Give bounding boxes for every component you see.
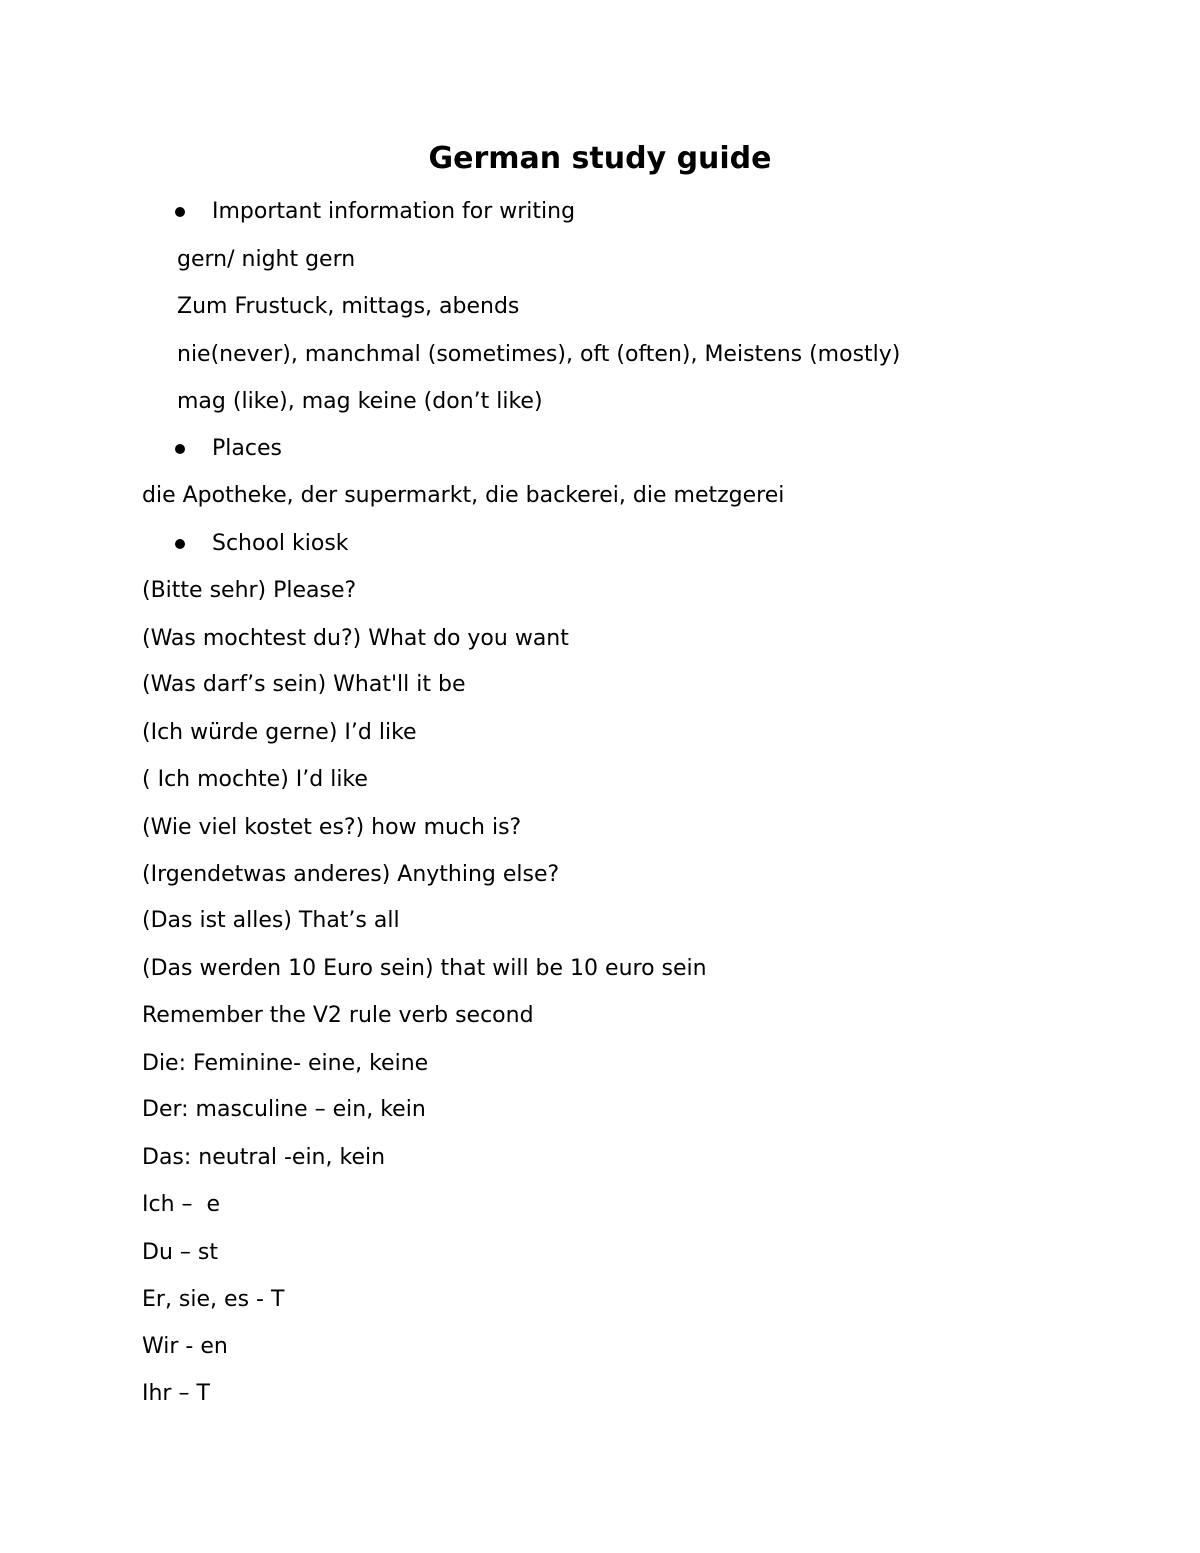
writing-line: gern/ night gern xyxy=(177,247,356,272)
kiosk-line: (Irgendetwas anderes) Anything else? xyxy=(142,862,560,887)
kiosk-line: (Was mochtest du?) What do you want xyxy=(142,626,569,651)
kiosk-line: Das: neutral -ein, kein xyxy=(142,1145,386,1170)
kiosk-line: Die: Feminine- eine, keine xyxy=(142,1051,429,1076)
kiosk-line: Du – st xyxy=(142,1240,218,1265)
kiosk-line: Remember the V2 rule verb second xyxy=(142,1003,534,1028)
section-heading-places: Places xyxy=(212,436,282,461)
kiosk-line: (Bitte sehr) Please? xyxy=(142,578,357,603)
kiosk-line: (Ich würde gerne) I’d like xyxy=(142,720,417,745)
kiosk-line: (Wie viel kostet es?) how much is? xyxy=(142,815,522,840)
kiosk-line: Ihr – T xyxy=(142,1381,210,1406)
bullet-icon xyxy=(175,444,185,454)
kiosk-line: Der: masculine – ein, kein xyxy=(142,1097,426,1122)
kiosk-line: Ich – e xyxy=(142,1192,221,1217)
section-heading-kiosk: School kiosk xyxy=(212,531,349,556)
writing-line: mag (like), mag keine (don’t like) xyxy=(177,389,543,414)
kiosk-line: (Was darf’s sein) What'll it be xyxy=(142,672,466,697)
kiosk-line: Wir - en xyxy=(142,1334,228,1359)
kiosk-line: (Das ist alles) That’s all xyxy=(142,908,400,933)
places-line: die Apotheke, der supermarkt, die backerei, die metzgerei xyxy=(142,483,785,508)
kiosk-line: Er, sie, es - T xyxy=(142,1287,285,1312)
writing-line: nie(never), manchmal (sometimes), oft (often), Meistens (mostly) xyxy=(177,342,901,367)
kiosk-line: ( Ich mochte) I’d like xyxy=(142,767,368,792)
document-title: German study guide xyxy=(428,141,772,176)
section-heading-writing: Important information for writing xyxy=(212,199,576,224)
writing-line: Zum Frustuck, mittags, abends xyxy=(177,294,520,319)
bullet-icon xyxy=(175,539,185,549)
bullet-icon xyxy=(175,207,185,217)
kiosk-line: (Das werden 10 Euro sein) that will be 10 euro sein xyxy=(142,956,707,981)
